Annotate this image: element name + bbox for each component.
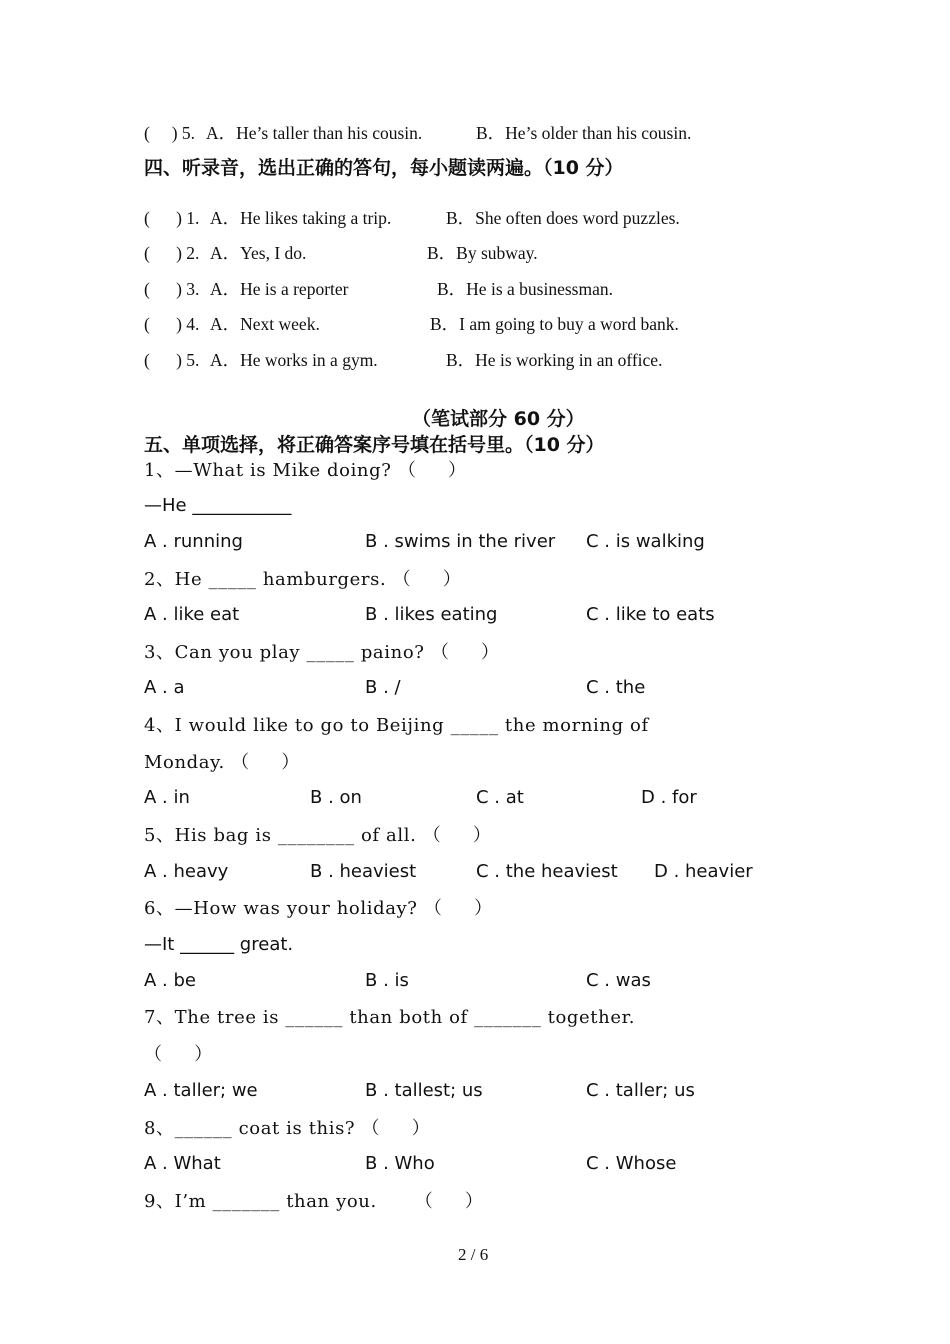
s5-q2-option-b: B . likes eating	[365, 604, 498, 625]
prev-q5-paren: ( ) 5.	[144, 123, 196, 143]
s5-q4-stem: 4、I would like to go to Beijing _____ the morning of	[144, 715, 649, 736]
s5-q7-option-a: A . taller; we	[144, 1080, 258, 1101]
written-part-heading: （笔试部分 60 分）	[412, 408, 585, 430]
s5-q3-option-c: C . the	[586, 677, 646, 698]
prev-q5-option-b: B．He’s older than his cousin.	[476, 123, 692, 143]
s5-q7-stem: 7、The tree is ______ than both of _______ together.	[144, 1007, 636, 1028]
s4-q3-paren: ( ) 3.	[144, 279, 200, 299]
s5-q1-option-a: A . running	[144, 531, 243, 552]
s5-q5-stem: 5、His bag is ________ of all. （ ）	[144, 825, 492, 846]
s5-q3-option-a: A . a	[144, 677, 185, 698]
section4-title: 四、听录音，选出正确的答句，每小题读两遍。（10 分）	[144, 157, 624, 179]
s5-q4-option-b: B . on	[310, 787, 362, 808]
s5-q8-stem: 8、______ coat is this? （ ）	[144, 1118, 431, 1139]
s5-q5-option-c: C . the heaviest	[476, 861, 618, 882]
s5-q7-stem2: （ ）	[144, 1044, 213, 1065]
s4-q2-paren: ( ) 2.	[144, 243, 200, 263]
s4-q2-option-a: A．Yes, I do.	[210, 243, 307, 263]
s5-q7-option-b: B . tallest; us	[365, 1080, 483, 1101]
s5-q5-option-a: A . heavy	[144, 861, 229, 882]
s5-q5-option-d: D . heavier	[654, 861, 753, 882]
s4-q1-option-a: A．He likes taking a trip.	[210, 208, 392, 228]
s5-q3-stem: 3、Can you play _____ paino? （ ）	[144, 642, 500, 663]
page-number: 2 / 6	[458, 1245, 489, 1264]
s5-q6-stem: 6、—How was your holiday? （ ）	[144, 898, 493, 919]
s5-q4-stem2: Monday. （ ）	[144, 752, 300, 773]
s4-q4-option-b: B．I am going to buy a word bank.	[430, 314, 679, 334]
s5-q5-option-b: B . heaviest	[310, 861, 417, 882]
section5-title: 五、单项选择，将正确答案序号填在括号里。（10 分）	[144, 434, 605, 456]
s5-q6-line2: —It ______ great.	[144, 934, 294, 955]
s5-q8-option-c: C . Whose	[586, 1153, 677, 1174]
s4-q4-paren: ( ) 4.	[144, 314, 200, 334]
s4-q5-paren: ( ) 5.	[144, 350, 200, 370]
s5-q6-option-b: B . is	[365, 970, 409, 991]
s5-q9-stem: 9、I’m _______ than you. （ ）	[144, 1191, 484, 1212]
s5-q4-option-c: C . at	[476, 787, 524, 808]
s5-q1-option-b: B . swims in the river	[365, 531, 556, 552]
s4-q5-option-b: B．He is working in an office.	[446, 350, 663, 370]
s5-q4-option-a: A . in	[144, 787, 190, 808]
s5-q7-option-c: C . taller; us	[586, 1080, 695, 1101]
s5-q2-option-c: C . like to eats	[586, 604, 715, 625]
s5-q8-option-a: A . What	[144, 1153, 221, 1174]
s5-q4-option-d: D . for	[641, 787, 697, 808]
s5-q6-option-c: C . was	[586, 970, 651, 991]
s4-q1-option-b: B．She often does word puzzles.	[446, 208, 680, 228]
s5-q8-option-b: B . Who	[365, 1153, 435, 1174]
s5-q1-stem: 1、—What is Mike doing? （ ）	[144, 460, 467, 481]
s4-q5-option-a: A．He works in a gym.	[210, 350, 378, 370]
s5-q6-option-a: A . be	[144, 970, 196, 991]
s5-q2-stem: 2、He _____ hamburgers. （ ）	[144, 569, 462, 590]
s4-q1-paren: ( ) 1.	[144, 208, 200, 228]
prev-q5-option-a: A．He’s taller than his cousin.	[206, 123, 423, 143]
s4-q2-option-b: B．By subway.	[427, 243, 538, 263]
s4-q3-option-b: B．He is a businessman.	[437, 279, 613, 299]
s4-q4-option-a: A．Next week.	[210, 314, 320, 334]
s5-q1-option-c: C . is walking	[586, 531, 705, 552]
s5-q2-option-a: A . like eat	[144, 604, 240, 625]
s5-q1-line2: —He ___________	[144, 495, 292, 516]
s5-q3-option-b: B . /	[365, 677, 401, 698]
s4-q3-option-a: A．He is a reporter	[210, 279, 349, 299]
